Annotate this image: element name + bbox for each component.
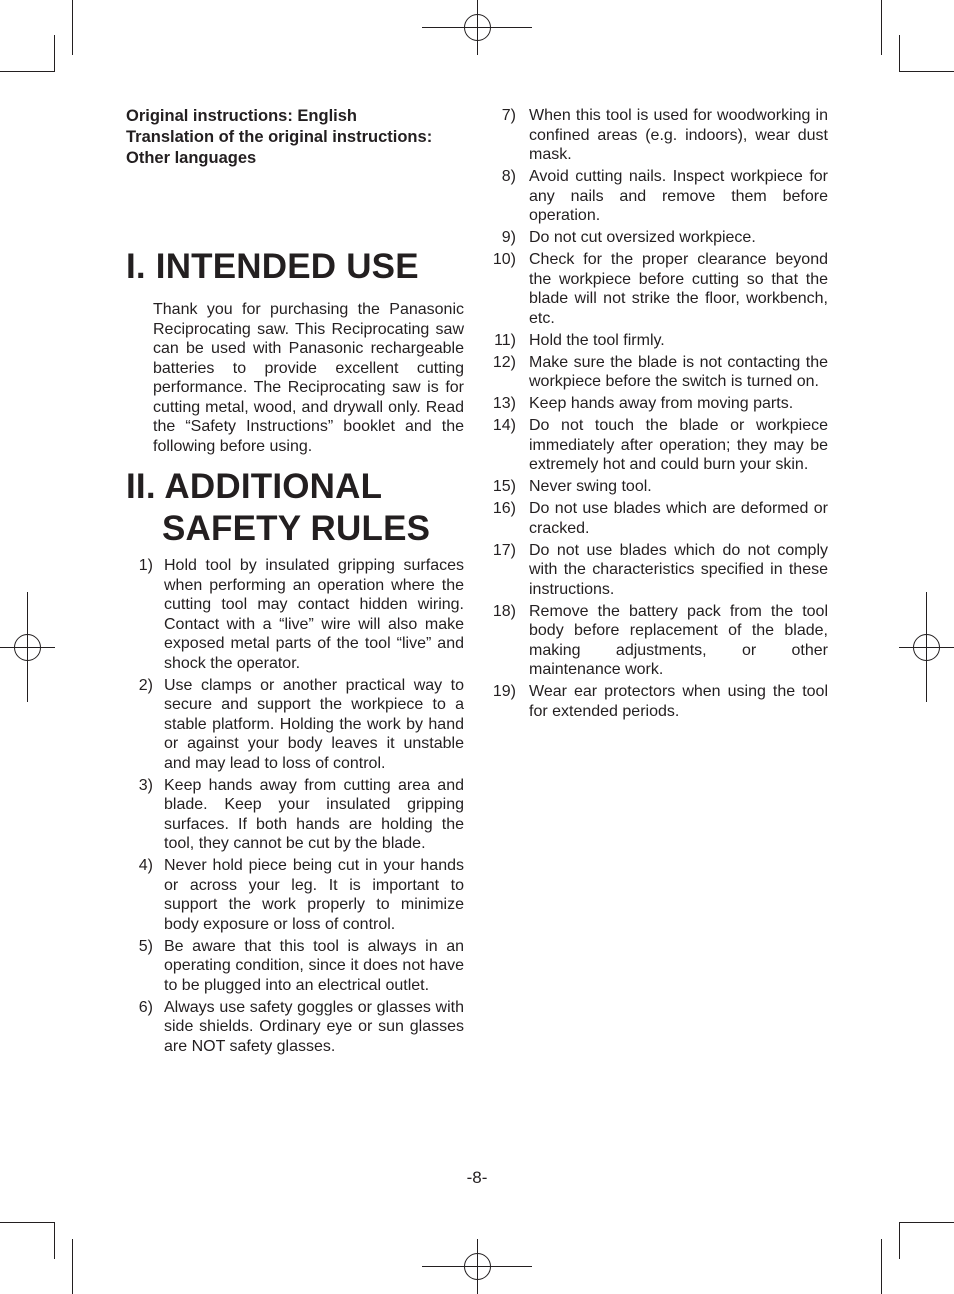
list-item: [490, 541, 828, 600]
list-item-number: 6): [138, 998, 153, 1016]
list-item-number: 2): [138, 676, 153, 694]
safety-rules-list: [126, 556, 464, 1056]
intended-use-paragraph: Thank you for purchasing the Panasonic Reciprocating saw. This Reciprocating saw can be used with Panasonic rechargeable batteries to provide excellent cutting performance. The Reciprocating saw is for cutting metal, wood, and drywall only. Read the “Safety Instructions” booklet and the following before using.: [153, 301, 464, 455]
language-notice: [126, 106, 464, 169]
list-item-text: Always use safety goggles or glasses with side shields. Ordinary eye or sun glasses are NOT safety glasses.: [164, 998, 464, 1055]
list-item: [490, 353, 828, 392]
list-item-number: 1): [138, 557, 153, 574]
section-title-line: SAFETY RULES: [162, 509, 431, 548]
section-title-intended-use: I. INTENDED USE: [126, 247, 419, 286]
list-item-number: 18): [492, 602, 516, 620]
list-item-number: 17): [492, 541, 516, 559]
list-item: [490, 682, 828, 721]
list-item: [126, 676, 464, 774]
list-item-number: 19): [492, 683, 516, 700]
list-item: [490, 331, 828, 351]
list-item-number: 9): [501, 229, 516, 246]
page-number: -8-: [466, 1168, 488, 1187]
list-item-number: 16): [492, 500, 516, 517]
list-item-text: Be aware that this tool is always in an operating condition, since it does not have to be plugged into an electrical outlet.: [164, 937, 464, 994]
list-item-text: Hold tool by insulated gripping surfaces when performing an operation where the cutting tool may contact hidden wiring. Contact with a “live” wire will also make exposed metal parts of the tool “live” and shock the operator.: [164, 557, 464, 672]
list-item-number: 4): [138, 857, 153, 874]
language-line: Translation of the original instructions:: [126, 128, 433, 146]
list-item-text: Keep hands away from moving parts.: [529, 395, 794, 412]
list-item: [490, 602, 828, 680]
list-item-number: 7): [501, 107, 516, 124]
list-item-number: 10): [492, 251, 516, 268]
list-item-text: Hold the tool firmly.: [529, 331, 665, 349]
right-column: [490, 106, 828, 724]
list-item-text: Remove the battery pack from the tool body before replacement of the blade, making adjustments, or other maintenance work.: [529, 602, 828, 678]
list-item: [126, 998, 464, 1057]
list-item-number: 13): [492, 395, 516, 412]
list-item-number: 12): [492, 353, 516, 371]
list-item: [490, 416, 828, 475]
left-column: [126, 106, 464, 1059]
list-item-text: Do not use blades which are deformed or cracked.: [529, 500, 828, 537]
list-item-number: 3): [138, 776, 153, 794]
list-item-number: 8): [501, 168, 516, 185]
list-item-number: 11): [494, 331, 516, 349]
list-item-text: Do not cut oversized workpiece.: [529, 229, 756, 246]
list-item: [490, 250, 828, 328]
list-item: [126, 776, 464, 854]
list-item: [490, 477, 828, 497]
list-item-text: Check for the proper clearance beyond the workpiece before cutting so that the blade will not strike the floor, workbench, etc.: [529, 251, 828, 327]
list-item: [490, 228, 828, 248]
list-item-text: Do not touch the blade or workpiece immediately after operation; they may be extremely hot and could burn your skin.: [529, 417, 828, 473]
language-line: Other languages: [126, 149, 257, 167]
list-item-text: Keep hands away from cutting area and blade. Keep your insulated gripping surfaces. If both hands are holding the tool, they cannot be cut by the blade.: [164, 776, 464, 852]
list-item-text: Use clamps or another practical way to secure and support the workpiece to a stable platform. Holding the work by hand or against your body leaves it unstable and may lead to loss of control.: [164, 676, 464, 772]
list-item: [490, 167, 828, 226]
list-item-number: 5): [138, 937, 153, 955]
list-item: [490, 106, 828, 165]
list-item: [490, 499, 828, 538]
list-item-text: Make sure the blade is not contacting the workpiece before the switch is turned on.: [529, 353, 828, 390]
section-title-line: II. ADDITIONAL: [126, 467, 383, 506]
list-item-text: Never swing tool.: [529, 478, 652, 495]
list-item-text: Do not use blades which do not comply with the characteristics specified in these instructions.: [529, 541, 828, 598]
list-item-number: 14): [492, 417, 516, 434]
list-item-text: When this tool is used for woodworking in confined areas (e.g. indoors), wear dust mask.: [529, 107, 828, 163]
section-title-safety-rules: [126, 466, 464, 550]
list-item-text: Wear ear protectors when using the tool for extended periods.: [529, 683, 828, 720]
list-item-number: 15): [492, 478, 516, 495]
list-item: [490, 394, 828, 414]
list-item-text: Never hold piece being cut in your hands or across your leg. It is important to support the work properly to minimize body exposure or loss of control.: [164, 857, 464, 933]
list-item-text: Avoid cutting nails. Inspect workpiece for any nails and remove them before operation.: [529, 168, 828, 224]
safety-rules-list-continued: [490, 106, 828, 721]
list-item: [126, 856, 464, 934]
list-item: [126, 556, 464, 673]
list-item: [126, 937, 464, 996]
language-line: Original instructions: English: [126, 107, 358, 125]
